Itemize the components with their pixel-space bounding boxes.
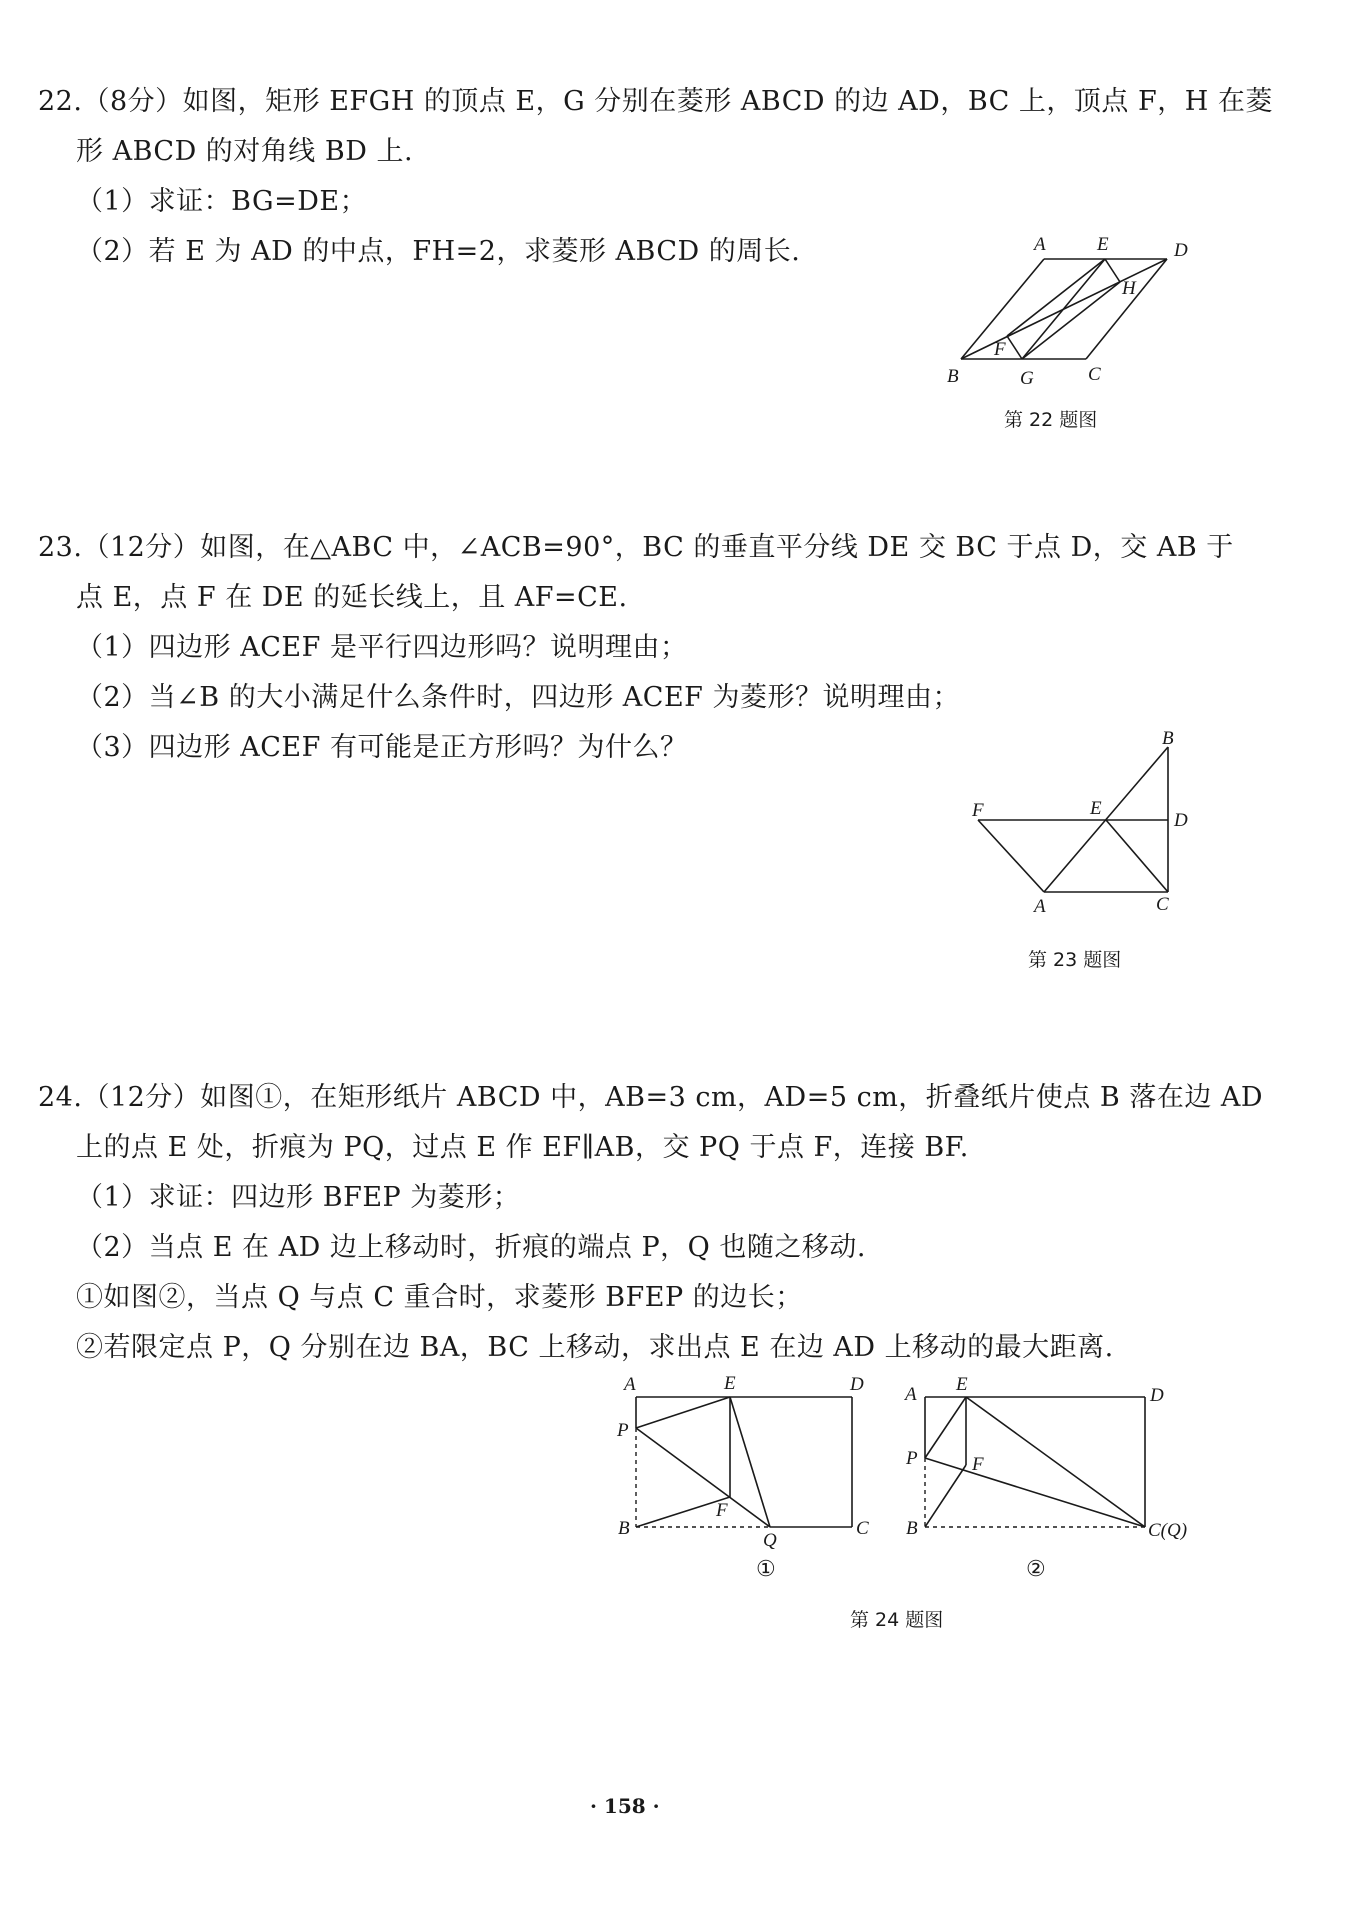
q24-line1: 24.（12分）如图①，在矩形纸片 ABCD 中，AB=3 cm，AD=5 cm，折叠纸片使点 B 落在边 AD bbox=[38, 1082, 1264, 1113]
page-number: · 158 · bbox=[590, 1794, 660, 1818]
q24-fig2-lines bbox=[925, 1397, 1145, 1527]
q23-part3: （3）四边形 ACEF 有可能是正方形吗？为什么？ bbox=[76, 732, 688, 763]
q24-fig2-label-a: A bbox=[905, 1384, 917, 1405]
q22-line2: 形 ABCD 的对角线 BD 上. bbox=[76, 136, 414, 167]
q23-line1: 23.（12分）如图，在△ABC 中，∠ACB=90°，BC 的垂直平分线 DE 交 BC 于点 D，交 AB 于 bbox=[38, 532, 1234, 563]
q22-label-e: E bbox=[1097, 234, 1109, 255]
q23-label-d: D bbox=[1174, 810, 1188, 831]
q22-label-b: B bbox=[947, 366, 959, 387]
q22-label-f: F bbox=[994, 339, 1006, 360]
q22-label-d: D bbox=[1174, 240, 1188, 261]
q23-label-c: C bbox=[1156, 894, 1169, 915]
q22-line1: 22.（8分）如图，矩形 EFGH 的顶点 E，G 分别在菱形 ABCD 的边 AD，BC 上，顶点 F，H 在菱 bbox=[38, 86, 1273, 117]
q24-line2: 上的点 E 处，折痕为 PQ，过点 E 作 EF∥AB，交 PQ 于点 F，连接 BF. bbox=[76, 1132, 969, 1163]
q23-label-e: E bbox=[1090, 798, 1102, 819]
q24-fig1-label-q: Q bbox=[763, 1530, 777, 1551]
q24-sub1: ①如图②，当点 Q 与点 C 重合时，求菱形 BFEP 的边长； bbox=[76, 1282, 803, 1313]
q23-label-a: A bbox=[1034, 896, 1046, 917]
q24-fig1-number: ① bbox=[756, 1556, 776, 1581]
q24-fig2-label-d: D bbox=[1150, 1385, 1164, 1406]
q24-fig2-label-e: E bbox=[956, 1374, 968, 1395]
q24-fig1-label-b: B bbox=[618, 1518, 630, 1539]
q24-part1: （1）求证：四边形 BFEP 为菱形； bbox=[76, 1182, 521, 1213]
q22-label-c: C bbox=[1088, 364, 1101, 385]
q22-caption: 第 22 题图 bbox=[1004, 409, 1098, 431]
q24-fig2-number: ② bbox=[1026, 1556, 1046, 1581]
q24-fig1-label-d: D bbox=[850, 1374, 864, 1395]
q24-part2: （2）当点 E 在 AD 边上移动时，折痕的端点 P，Q 也随之移动. bbox=[76, 1232, 866, 1263]
q23-label-b: B bbox=[1162, 728, 1174, 749]
q22-label-g: G bbox=[1020, 368, 1034, 389]
q24-fig1-label-p: P bbox=[617, 1420, 629, 1441]
q23-label-f: F bbox=[972, 800, 984, 821]
q23-caption: 第 23 题图 bbox=[1028, 949, 1122, 971]
q24-sub2: ②若限定点 P，Q 分别在边 BA，BC 上移动，求出点 E 在边 AD 上移动的最大距离. bbox=[76, 1332, 1114, 1363]
q24-fig1-label-f: F bbox=[716, 1500, 728, 1521]
q22-part1: （1）求证：BG=DE； bbox=[76, 186, 368, 217]
q24-fig2-label-b: B bbox=[906, 1518, 918, 1539]
q22-label-h: H bbox=[1122, 278, 1136, 299]
q24-fig2-label-f: F bbox=[972, 1454, 984, 1475]
q22-part2: （2）若 E 为 AD 的中点，FH=2，求菱形 ABCD 的周长. bbox=[76, 236, 801, 267]
q22-label-a: A bbox=[1034, 234, 1046, 255]
q24-caption: 第 24 题图 bbox=[850, 1609, 944, 1631]
q24-fig1-label-c: C bbox=[856, 1518, 869, 1539]
q24-fig2-label-cq: C(Q) bbox=[1148, 1520, 1188, 1541]
q23-line2: 点 E，点 F 在 DE 的延长线上，且 AF=CE. bbox=[76, 582, 628, 613]
q23-part2: （2）当∠B 的大小满足什么条件时，四边形 ACEF 为菱形？说明理由； bbox=[76, 682, 960, 713]
q24-fig1-label-e: E bbox=[724, 1373, 736, 1394]
q24-fig2-label-p: P bbox=[906, 1448, 918, 1469]
q24-fig1-label-a: A bbox=[624, 1374, 636, 1395]
q23-part1: （1）四边形 ACEF 是平行四边形吗？说明理由； bbox=[76, 632, 688, 663]
